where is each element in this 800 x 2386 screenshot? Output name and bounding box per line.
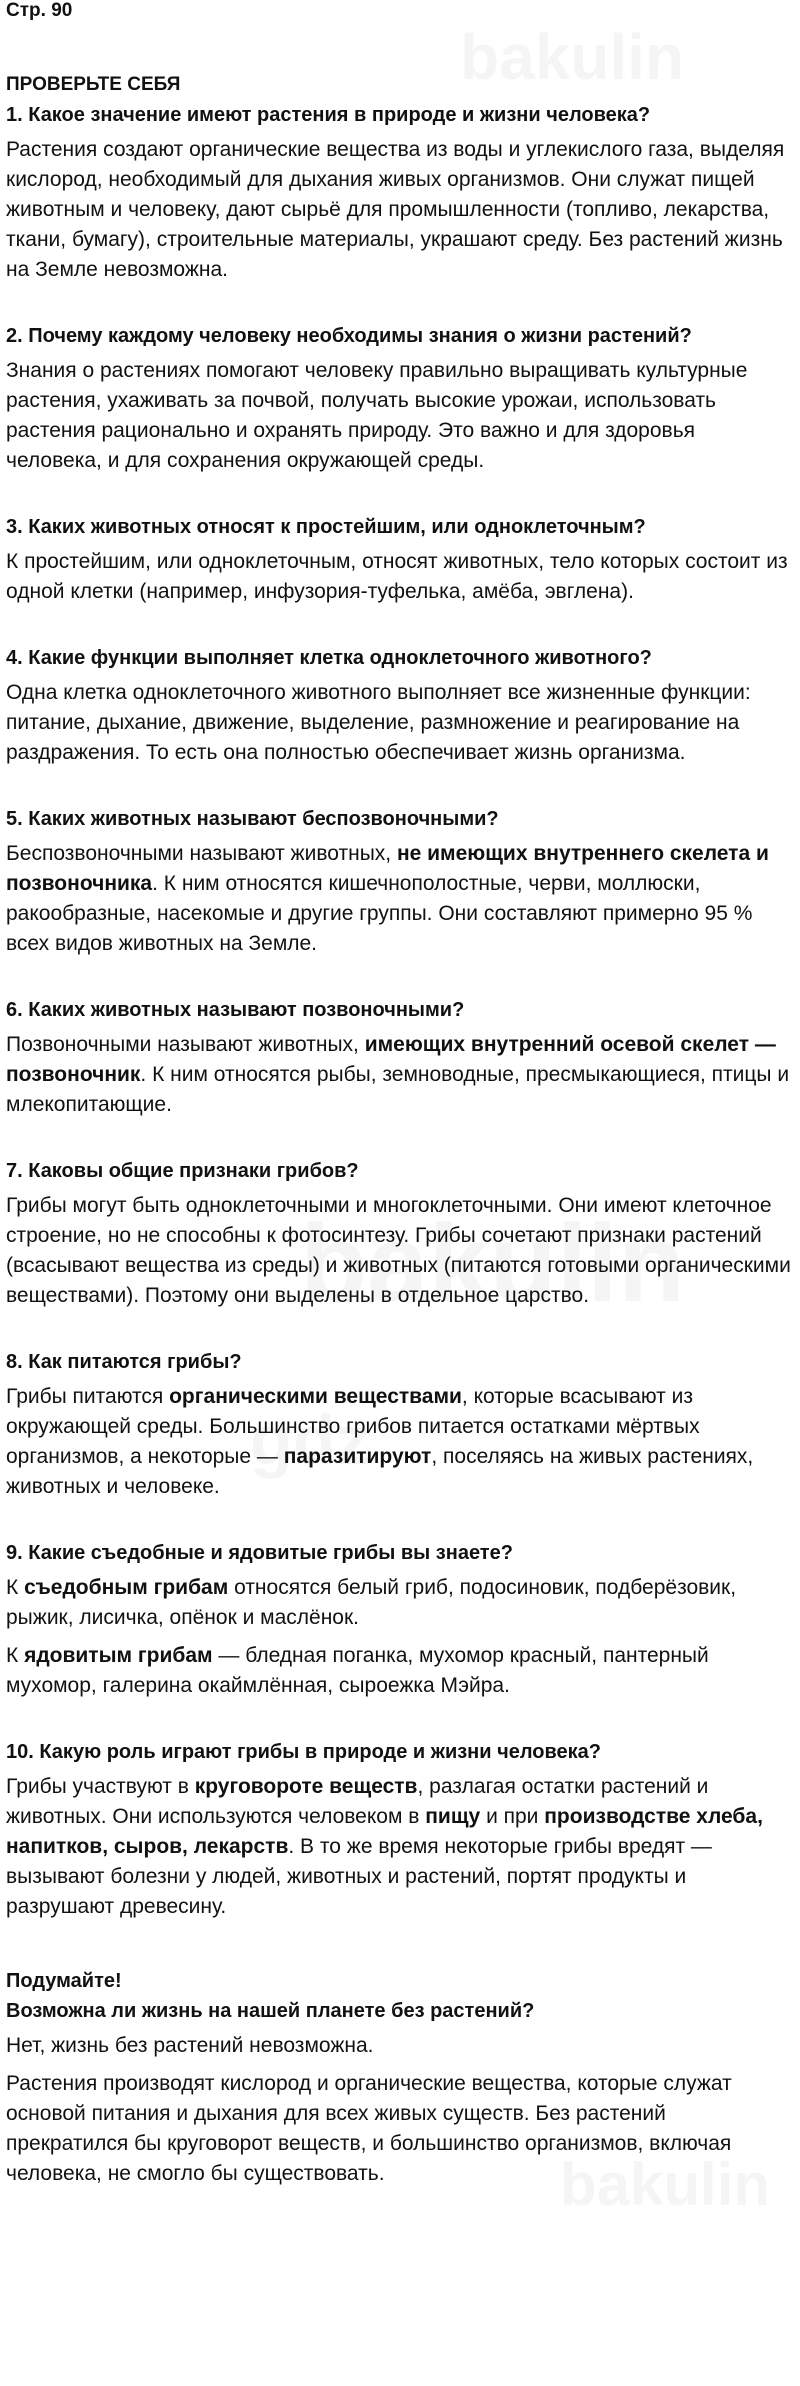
question-heading: 5. Каких животных называют беспозвоночными? <box>6 808 499 830</box>
answer-text: К простейшим, или одноклеточным, относят животных, тело которых состоит из одной клетки (например, инфузория-туфелька, амёба, эвглена). <box>6 550 788 603</box>
answer-text: Растения производят кислород и органические вещества, которые служат основой питания и дыхания для всех живых существ. Без растений прекратился бы круговорот веществ, и большинство организмов, включая человека, не смогло бы существовать. <box>6 2072 732 2185</box>
qa-block-2 <box>6 321 793 476</box>
answer-text <box>6 1382 793 1502</box>
answer-emphasis: органическими веществами <box>169 1385 462 1408</box>
question-heading: 7. Каковы общие признаки грибов? <box>6 1160 359 1182</box>
answer-fragment: Позвоночными называют животных, <box>6 1033 365 1056</box>
question-heading: 1. Какое значение имеют растения в природе и жизни человека? <box>6 104 651 126</box>
answer-fragment: К <box>6 1644 25 1667</box>
answer-text: Нет, жизнь без растений невозможна. <box>6 2034 374 2057</box>
answer-fragment: Грибы питаются <box>6 1385 170 1408</box>
question-heading: 10. Какую роль играют грибы в природе и жизни человека? <box>6 1741 602 1763</box>
qa-block-6 <box>6 995 793 1120</box>
qa-block-3 <box>6 512 793 607</box>
answer-fragment: . К ним относятся кишечнополостные, черви, моллюски, ракообразные, насекомые и другие группы. Они составляют примерно 95 % всех видов животных на Земле. <box>6 872 753 955</box>
answer-fragment: — бледная поганка, мухомор красный, пантерный мухомор, галерина окаймлённая, сыроежка Мэйра. <box>6 1644 709 1697</box>
qa-block-1 <box>6 100 793 285</box>
question-heading: 9. Какие съедобные и ядовитые грибы вы знаете? <box>6 1542 513 1564</box>
answer-emphasis: ядовитым грибам <box>24 1644 213 1667</box>
answer-emphasis: круговороте веществ <box>194 1775 418 1798</box>
question-heading: 3. Каких животных относят к простейшим, или одноклеточным? <box>6 516 646 538</box>
answer-text: Растения создают органические вещества из воды и углекислого газа, выделяя кислород, необходимый для дыхания живых организмов. Они служат пищей животным и человеку, дают сырьё для промышленности (топливо, лекарства, ткани, бумагу), строительные материалы, украшают среду. Без растений жизнь на Земле невозможна. <box>6 138 785 281</box>
qa-block-5 <box>6 804 793 959</box>
answer-fragment: К <box>6 1576 25 1599</box>
answer-text <box>6 839 793 959</box>
answer-text: Одна клетка одноклеточного животного выполняет все жизненные функции: питание, дыхание, движение, выделение, размножение и реагирование на раздражения. То есть она полностью обеспечивает жизнь организма. <box>6 681 751 764</box>
answer-fragment: относятся белый гриб, подосиновик, подберёзовик, рыжик, лисичка, опёнок и маслёнок. <box>6 1576 737 1629</box>
answer-emphasis: пищу <box>425 1805 481 1828</box>
answer-fragment: и при <box>480 1805 545 1828</box>
question-heading: Возможна ли жизнь на нашей планете без растений? <box>6 2000 535 2022</box>
answer-fragment: , разлагая остатки растений и животных. Они используются человеком в <box>6 1775 709 1828</box>
answer-text <box>6 1772 793 1922</box>
page-number: Стр. 90 <box>6 0 73 21</box>
answer-text <box>6 1641 793 1701</box>
qa-block-9 <box>6 1538 793 1701</box>
answer-fragment: , поселяясь на живых растениях, животных и человеке. <box>6 1445 754 1498</box>
answer-emphasis: производстве хлеба, напитков, сыров, лекарств <box>6 1805 763 1858</box>
question-heading: 2. Почему каждому человеку необходимы знания о жизни растений? <box>6 325 692 347</box>
answer-emphasis: паразитируют <box>283 1445 432 1468</box>
answer-text: Знания о растениях помогают человеку правильно выращивать культурные растения, ухаживать за почвой, получать высокие урожаи, использовать растения рационально и охранять природу. Это важно и для здоровья человека, и для сохранения окружающей среды. <box>6 359 748 472</box>
qa-block-7 <box>6 1156 793 1311</box>
qa-block-4 <box>6 643 793 768</box>
answer-text <box>6 1573 793 1633</box>
qa-block-10 <box>6 1737 793 1922</box>
section-title: ПРОВЕРЬТЕ СЕБЯ <box>6 74 181 95</box>
answer-fragment: . К ним относятся рыбы, земноводные, пресмыкающиеся, птицы и млекопитающие. <box>6 1063 790 1116</box>
answer-emphasis: имеющих внутренний осевой скелет — позвоночник <box>6 1033 776 1086</box>
question-heading: 8. Как питаются грибы? <box>6 1351 242 1373</box>
answer-text: Грибы могут быть одноклеточными и многоклеточными. Они имеют клеточное строение, но не способны к фотосинтезу. Грибы сочетают признаки растений (всасывают вещества из среды) и животных (питаются готовыми органическими веществами). Поэтому они выделены в отдельное царство. <box>6 1194 791 1307</box>
question-heading: 6. Каких животных называют позвоночными? <box>6 999 465 1021</box>
answer-emphasis: съедобным грибам <box>24 1576 229 1599</box>
answer-fragment: . В то же время некоторые грибы вредят — вызывают болезни у людей, животных и растений, портят продукты и разрушают древесину. <box>6 1835 712 1918</box>
qa-block-8 <box>6 1347 793 1502</box>
answer-fragment: Беспозвоночными называют животных, <box>6 842 397 865</box>
think-block <box>6 1966 793 2189</box>
answer-emphasis: не имеющих внутреннего скелета и позвоночника <box>6 842 769 895</box>
think-title: Подумайте! <box>6 1970 122 1992</box>
answer-fragment: , которые всасывают из окружающей среды. Большинство грибов питается остатками мёртвых организмов, а некоторые — <box>6 1385 700 1468</box>
answer-fragment: Грибы участвуют в <box>6 1775 195 1798</box>
question-heading: 4. Какие функции выполняет клетка одноклеточного животного? <box>6 647 652 669</box>
answer-text <box>6 1030 793 1120</box>
